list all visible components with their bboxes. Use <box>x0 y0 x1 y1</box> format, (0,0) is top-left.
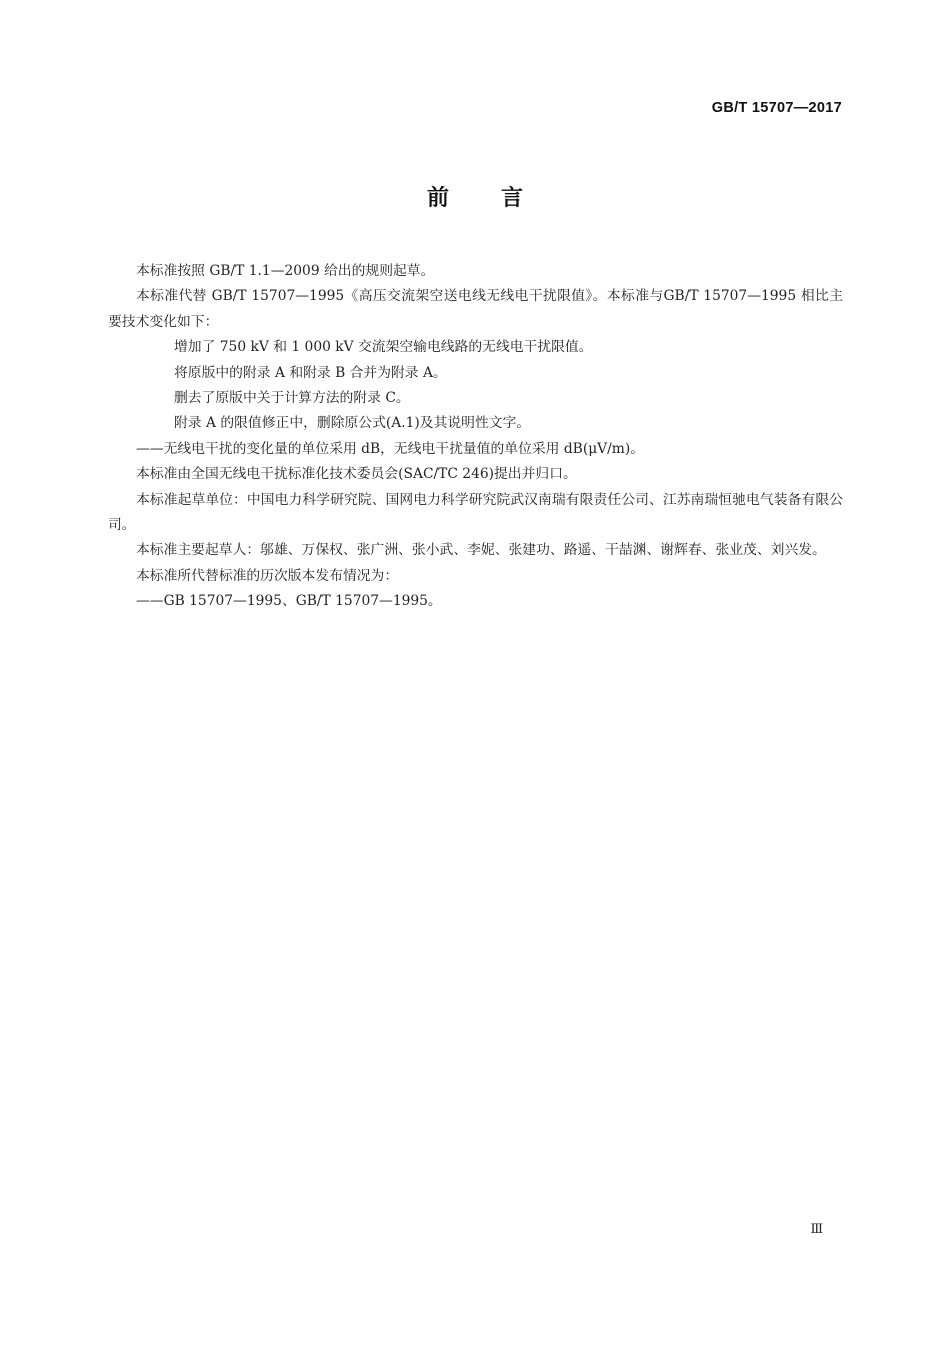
preface-body <box>108 259 843 615</box>
change-item-3: 删去了原版中关于计算方法的附录 C。 <box>174 390 410 407</box>
paragraph-history-item: ——GB 15707—1995、GB/T 15707—1995。 <box>136 593 442 610</box>
page-number: Ⅲ <box>810 1222 823 1237</box>
paragraph-drafters: 本标准主要起草人：邬雄、万保权、张广洲、张小武、李妮、张建功、路遥、干喆渊、谢辉春、张业茂、刘兴发。 <box>136 542 826 559</box>
change-item-5: ——无线电干扰的变化量的单位采用 dB，无线电干扰量值的单位采用 dB(μV/m)。 <box>136 440 645 457</box>
paragraph-drafting-rules: 本标准按照 GB/T 1.1—2009 给出的规则起草。 <box>136 263 435 279</box>
paragraph-history-intro: 本标准所代替标准的历次版本发布情况为： <box>136 567 399 584</box>
page-title <box>0 181 950 212</box>
paragraph-drafting-units: 本标准起草单位：中国电力科学研究院、国网电力科学研究院武汉南瑞有限责任公司、江苏南瑞恒驰电气装备有限公司。 <box>108 491 843 534</box>
paragraph-replaces: 本标准代替 GB/T 15707—1995《高压交流架空送电线无线电干扰限值》。本标准与GB/T 15707—1995 相比主要技术变化如下： <box>108 288 843 330</box>
change-item-1: 增加了 750 kV 和 1 000 kV 交流架空输电线路的无线电干扰限值。 <box>174 339 593 356</box>
change-item-2: 将原版中的附录 A 和附录 B 合并为附录 A。 <box>174 364 447 381</box>
title-char-2: 言 <box>501 186 524 211</box>
change-item-4: 附录 A 的限值修正中，删除原公式(A.1)及其说明性文字。 <box>174 415 531 432</box>
paragraph-proposed-by: 本标准由全国无线电干扰标准化技术委员会(SAC/TC 246)提出并归口。 <box>136 466 577 483</box>
standard-code: GB/T 15707—2017 <box>711 100 842 116</box>
title-char-1: 前 <box>426 186 449 211</box>
